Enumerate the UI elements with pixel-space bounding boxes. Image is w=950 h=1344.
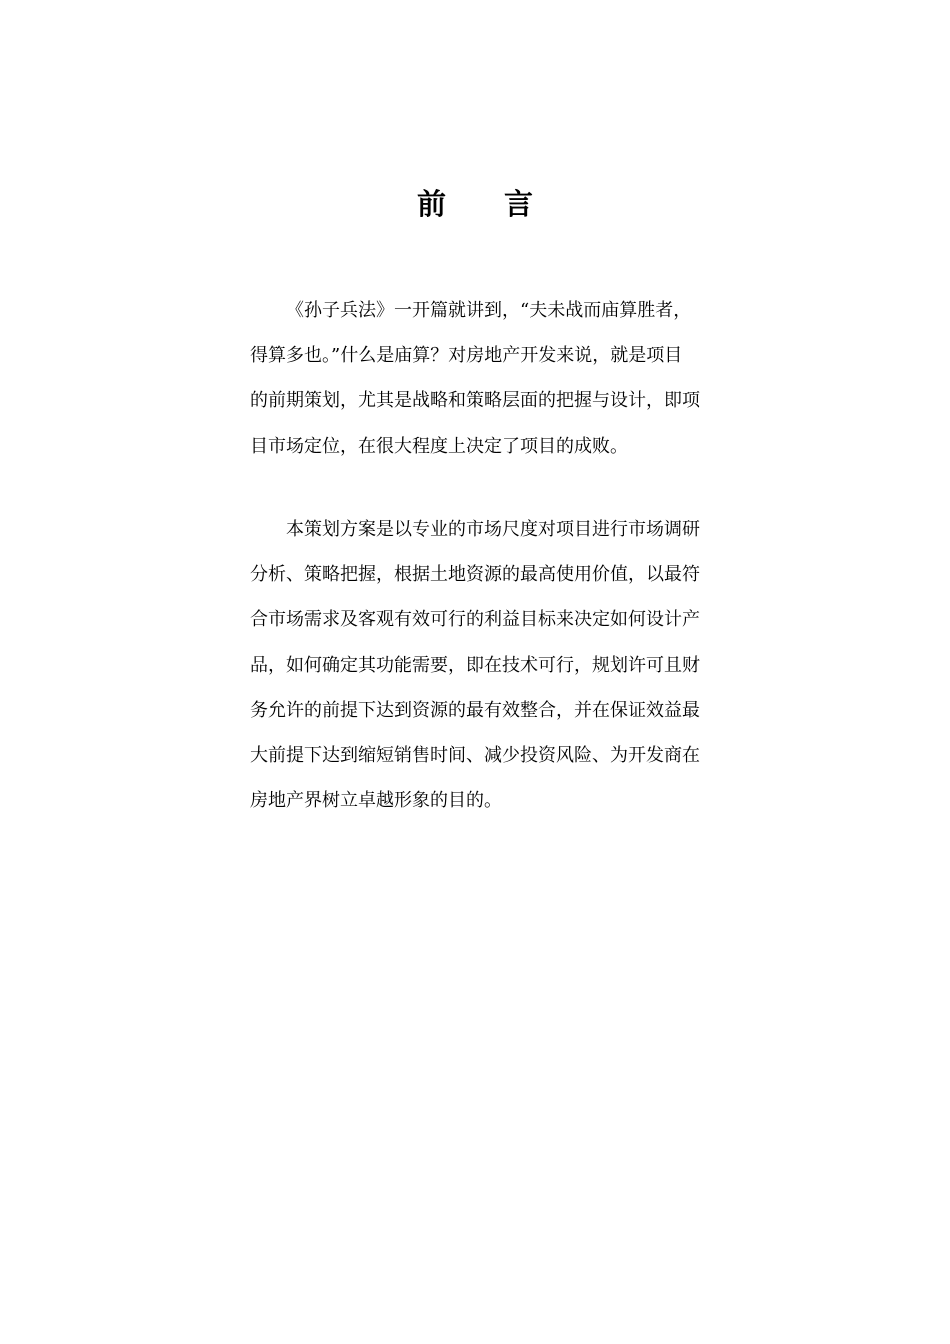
paragraph-line: 房地产界树立卓越形象的目的。 xyxy=(250,790,502,812)
paragraph-line: 《孙子兵法》一开篇就讲到，“夫未战而庙算胜者， xyxy=(286,300,692,321)
paragraph-line: 目市场定位，在很大程度上决定了项目的成败。 xyxy=(250,435,628,457)
paragraph-sunzi xyxy=(250,288,736,469)
paragraph-line: 本策划方案是以专业的市场尺度对项目进行市场调研 xyxy=(286,519,700,540)
paragraph-plan xyxy=(250,507,736,823)
page-title xyxy=(0,182,950,226)
paragraph-line: 大前提下达到缩短销售时间、减少投资风险、为开发商在 xyxy=(250,745,700,767)
paragraph-line: 务允许的前提下达到资源的最有效整合，并在保证效益最 xyxy=(250,699,700,721)
paragraph-line: 得算多也。”什么是庙算？对房地产开发来说，就是项目 xyxy=(250,345,683,367)
title-char-left: 前 xyxy=(416,187,446,221)
paragraph-line: 合市场需求及客观有效可行的利益目标来决定如何设计产 xyxy=(250,609,700,631)
title-char-right: 言 xyxy=(504,187,534,221)
paragraph-line: 分析、策略把握，根据土地资源的最高使用价值，以最符 xyxy=(250,564,700,586)
paragraph-line: 品，如何确定其功能需要，即在技术可行，规划许可且财 xyxy=(250,654,700,676)
paragraph-line: 的前期策划，尤其是战略和策略层面的把握与设计，即项 xyxy=(250,390,700,412)
